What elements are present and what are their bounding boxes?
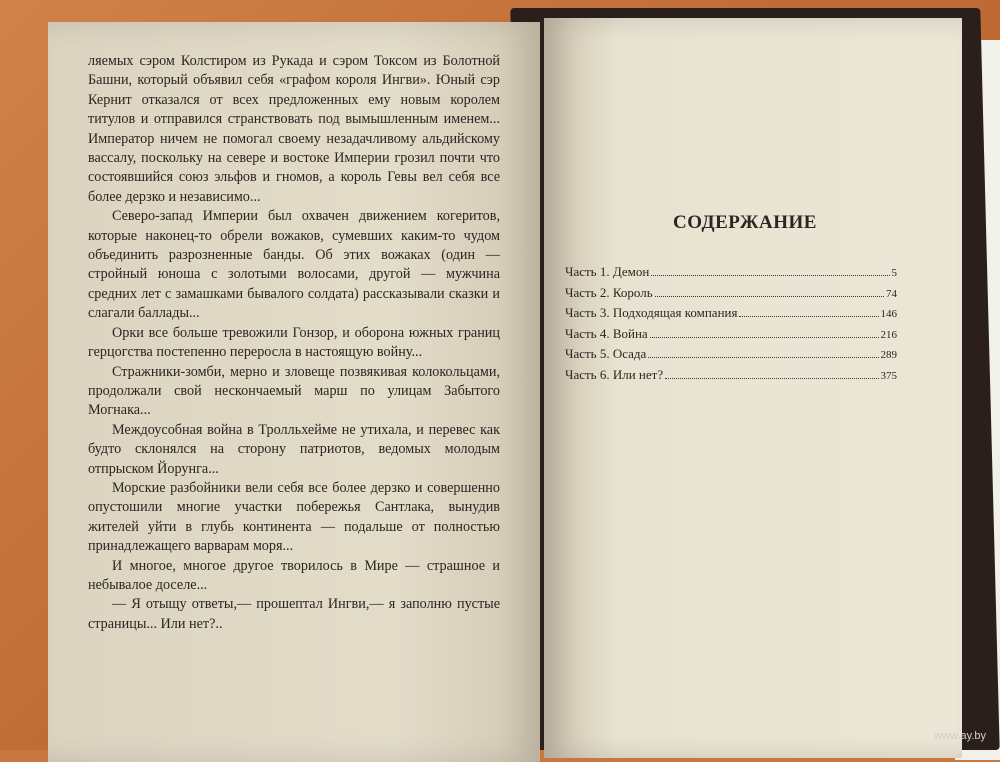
toc-leader-dots xyxy=(650,336,879,338)
toc-entry-page: 216 xyxy=(880,328,897,341)
toc-entry-page: 289 xyxy=(880,349,897,361)
paragraph: Северо-запад Империи был охвачен движением когеритов, которые наконец-то обрели вожаков, сумевших каким-то чудом объединить разрозненные банды. Об этих вожаках (один — стройный юноша с золотыми волосами, другой — мужчина средних лет с замашками бывалого солдата) рассказывали сказки и слагали баллады... xyxy=(88,208,500,322)
toc-leader-dots xyxy=(651,274,889,276)
paragraph: Орки все больше тревожили Гонзор, и оборона южных границ герцогства постепенно переросла в настоящую войну... xyxy=(88,324,500,361)
toc-entry xyxy=(565,285,897,306)
toc-leader-dots xyxy=(655,295,884,297)
toc-entry-page: 146 xyxy=(880,308,897,320)
paragraph: — Я отыщу ответы,— прошептал Ингви,— я заполню пустые страницы... Или нет?.. xyxy=(88,596,500,632)
paragraph: Стражники-зомби, мерно и зловеще позвякивая колокольцами, продолжали свой нескончаемый марш по улицам Забытого Могнака... xyxy=(88,363,500,419)
toc-leader-dots xyxy=(648,356,878,358)
toc-entry-label: Часть 2. Король xyxy=(565,284,653,300)
watermark: www.ay.by xyxy=(934,730,986,742)
toc-entry-label: Часть 3. Подходящая компания xyxy=(565,305,738,320)
toc-entry-page: 74 xyxy=(886,287,897,300)
table-of-contents xyxy=(565,264,897,387)
toc-entry-page: 375 xyxy=(880,369,897,382)
toc-entry xyxy=(565,305,897,326)
toc-entry-label: Часть 6. Или нет? xyxy=(565,366,664,382)
paragraph: Междоусобная война в Тролльхейме не утихала, и перевес как будто склонялся на сторону патриотов, ведомых молодым отпрыском Йорунга... xyxy=(88,421,500,477)
toc-title: СОДЕРЖАНИЕ xyxy=(673,212,817,233)
toc-entry-label: Часть 4. Война xyxy=(565,325,648,341)
toc-entry xyxy=(565,264,897,285)
toc-leader-dots xyxy=(739,315,878,317)
paragraph: Морские разбойники вели себя все более дерзко и совершенно опустошили многие участки побережья Сантлака, вынудив жителей уйти в глубь континента — подальше от полностью принадлежащего варварам моря... xyxy=(88,479,500,555)
toc-entry-label: Часть 1. Демон xyxy=(565,264,650,279)
paragraph: ляемых сэром Колстиром из Рукада и сэром Токсом из Болотной Башни, который объявил себя «графом короля Ингви». Юный сэр Кернит отказался от всех предложенных ему новым королем титулов и отправился странствовать под вымышленным именем... Император ничем не помогал своему незадачливому альдийскому вассалу, поскольку на севере и востоке Империи грозил почти что состоявшийся союз эльфов и гномов, а король Гевы вел себя все более дерзко и независимо... xyxy=(88,53,500,205)
left-page-text xyxy=(88,52,500,634)
toc-entry xyxy=(565,326,897,347)
paragraph: И многое, многое другое творилось в Мире — страшное и небывалое доселе... xyxy=(88,557,500,593)
toc-entry xyxy=(565,367,897,388)
toc-entry-label: Часть 5. Осада xyxy=(565,346,647,361)
toc-leader-dots xyxy=(665,377,878,379)
toc-entry xyxy=(565,346,897,367)
toc-entry-page: 5 xyxy=(891,267,897,279)
right-page xyxy=(544,18,962,758)
